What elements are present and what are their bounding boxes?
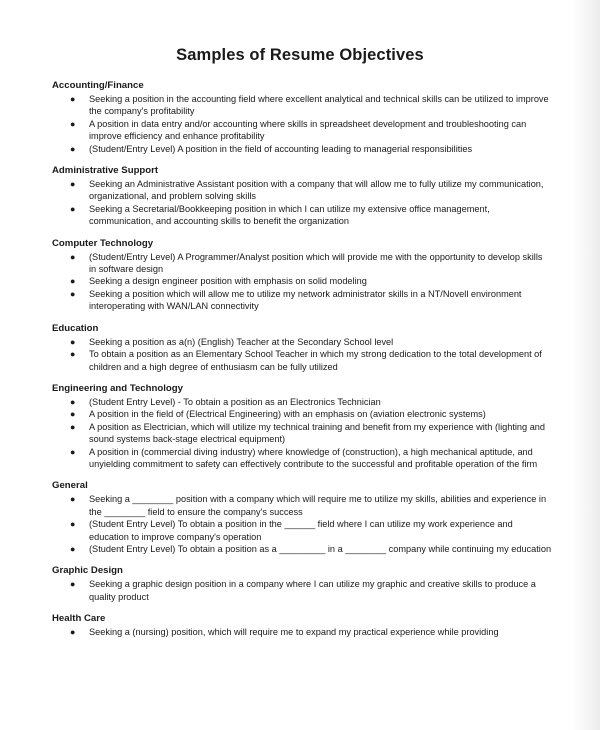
objective-text: Seeking a design engineer position with emphasis on solid modeling (89, 276, 367, 287)
objective-item (52, 493, 552, 518)
bullet-icon: ● (70, 336, 76, 347)
objective-text: Seeking a position in the accounting field where excellent analytical and technical skills can be utilized to improve the company's profitability (89, 94, 549, 117)
bullet-icon: ● (70, 143, 76, 154)
objective-text: (Student Entry Level) - To obtain a position as an Electronics Technician (89, 396, 381, 407)
objective-text: Seeking an Administrative Assistant position with a company that will allow me to fully utilize my communication, organizational, and problem solving skills (89, 179, 544, 202)
section-administrative-support (52, 165, 552, 228)
bullet-icon: ● (70, 349, 76, 360)
objective-text: A position as Electrician, which will utilize my technical training and benefit from my experience with (lighting and sound systems back-stage electrical equipment) (89, 421, 546, 445)
bullet-icon: ● (70, 94, 76, 104)
objective-item (52, 251, 552, 276)
objective-item (52, 626, 552, 638)
objective-list (52, 251, 552, 313)
objective-item (52, 336, 552, 348)
objective-text: Seeking a ________ position with a company which will require me to utilize my skills, abilities and experience in the ________ field to ensure the company's success (89, 494, 547, 517)
bullet-icon: ● (70, 579, 76, 590)
objective-text: (Student/Entry Level) A Programmer/Analyst position which will provide me with the opportunity to develop skills in software design (89, 251, 543, 275)
section-heading: Accounting/Finance (52, 80, 144, 91)
objective-item (52, 578, 552, 603)
objective-item (52, 275, 552, 287)
document-body (52, 80, 552, 649)
objective-text: Seeking a graphic design position in a company where I can utilize my graphic and creative skills to produce a quality product (89, 579, 536, 602)
section-accounting-finance (52, 80, 552, 155)
objective-item (52, 93, 552, 118)
objective-list (52, 626, 552, 638)
objective-item (52, 446, 552, 471)
objective-text: A position in the field of (Electrical Engineering) with an emphasis on (aviation electronic systems) (89, 409, 486, 420)
objective-list (52, 178, 552, 228)
section-heading: Graphic Design (52, 565, 123, 577)
bullet-icon: ● (70, 543, 76, 554)
objective-item (52, 518, 552, 543)
bullet-icon: ● (70, 118, 76, 129)
objective-text: Seeking a position as a(n) (English) Teacher at the Secondary School level (89, 336, 394, 347)
objective-item (52, 348, 552, 373)
objective-text: Seeking a position which will allow me to utilize my network administrator skills in a NT/Novell environment interoperating with WAN/LAN connectivity (89, 288, 522, 312)
objective-text: To obtain a position as an Elementary School Teacher in which my strong dedication to the total development of children and a high degree of enthusiasm can be fully utilized (89, 349, 542, 372)
bullet-icon: ● (70, 627, 76, 638)
section-heading: Health Care (52, 613, 106, 625)
objective-text: (Student Entry Level) To obtain a position in the ______ field where I can utilize my work experience and education to improve company's operation (89, 519, 513, 542)
page-edge-shadow (572, 0, 600, 730)
objective-list (52, 493, 552, 555)
objective-item (52, 203, 552, 228)
section-heading: Computer Technology (52, 237, 154, 249)
bullet-icon: ● (70, 421, 76, 432)
bullet-icon: ● (70, 396, 76, 407)
objective-text: (Student/Entry Level) A position in the field of accounting leading to managerial responsibilities (89, 143, 473, 154)
objective-list (52, 93, 552, 155)
bullet-icon: ● (70, 446, 76, 457)
objective-item (52, 288, 552, 313)
section-graphic-design (52, 565, 552, 603)
objective-item (52, 396, 552, 408)
section-health-care (52, 613, 552, 638)
objective-item (52, 178, 552, 203)
objective-item (52, 143, 552, 155)
bullet-icon: ● (70, 409, 76, 420)
section-engineering-technology (52, 383, 552, 470)
objective-list (52, 578, 552, 603)
section-heading: General (52, 480, 88, 492)
objective-text: A position in data entry and/or accounting where skills in spreadsheet development and troubleshooting can improve efficiency and enhance profitability (89, 118, 527, 142)
page-title: Samples of Resume Objectives (176, 46, 424, 64)
objective-list (52, 396, 552, 470)
bullet-icon: ● (70, 288, 76, 299)
bullet-icon: ● (70, 494, 76, 505)
objective-item (52, 118, 552, 143)
bullet-icon: ● (70, 179, 76, 190)
section-general (52, 480, 552, 555)
objective-text: Seeking a (nursing) position, which will require me to expand my practical experience while providing (89, 627, 499, 638)
section-computer-technology (52, 238, 552, 313)
section-heading: Education (52, 322, 99, 334)
objective-list (52, 336, 552, 373)
bullet-icon: ● (70, 519, 76, 530)
section-education (52, 323, 552, 373)
bullet-icon: ● (70, 203, 76, 214)
section-heading: Administrative Support (52, 165, 159, 177)
bullet-icon: ● (70, 276, 76, 287)
objective-item (52, 408, 552, 420)
objective-text: Seeking a Secretarial/Bookkeeping position in which I can utilize my extensive office management, communication, and accounting skills to benefit the organization (89, 203, 490, 227)
objective-text: A position in (commercial diving industry) where knowledge of (construction), a high mechanical aptitude, and unyielding commitment to safety can effectively contribute to the successful and profitable operation of the firm (89, 446, 538, 469)
objective-item (52, 543, 552, 555)
objective-item (52, 421, 552, 446)
objective-text: (Student Entry Level) To obtain a position as a _________ in a ________ company while continuing my education (89, 543, 552, 554)
section-heading: Engineering and Technology (52, 382, 183, 394)
bullet-icon: ● (70, 251, 76, 262)
